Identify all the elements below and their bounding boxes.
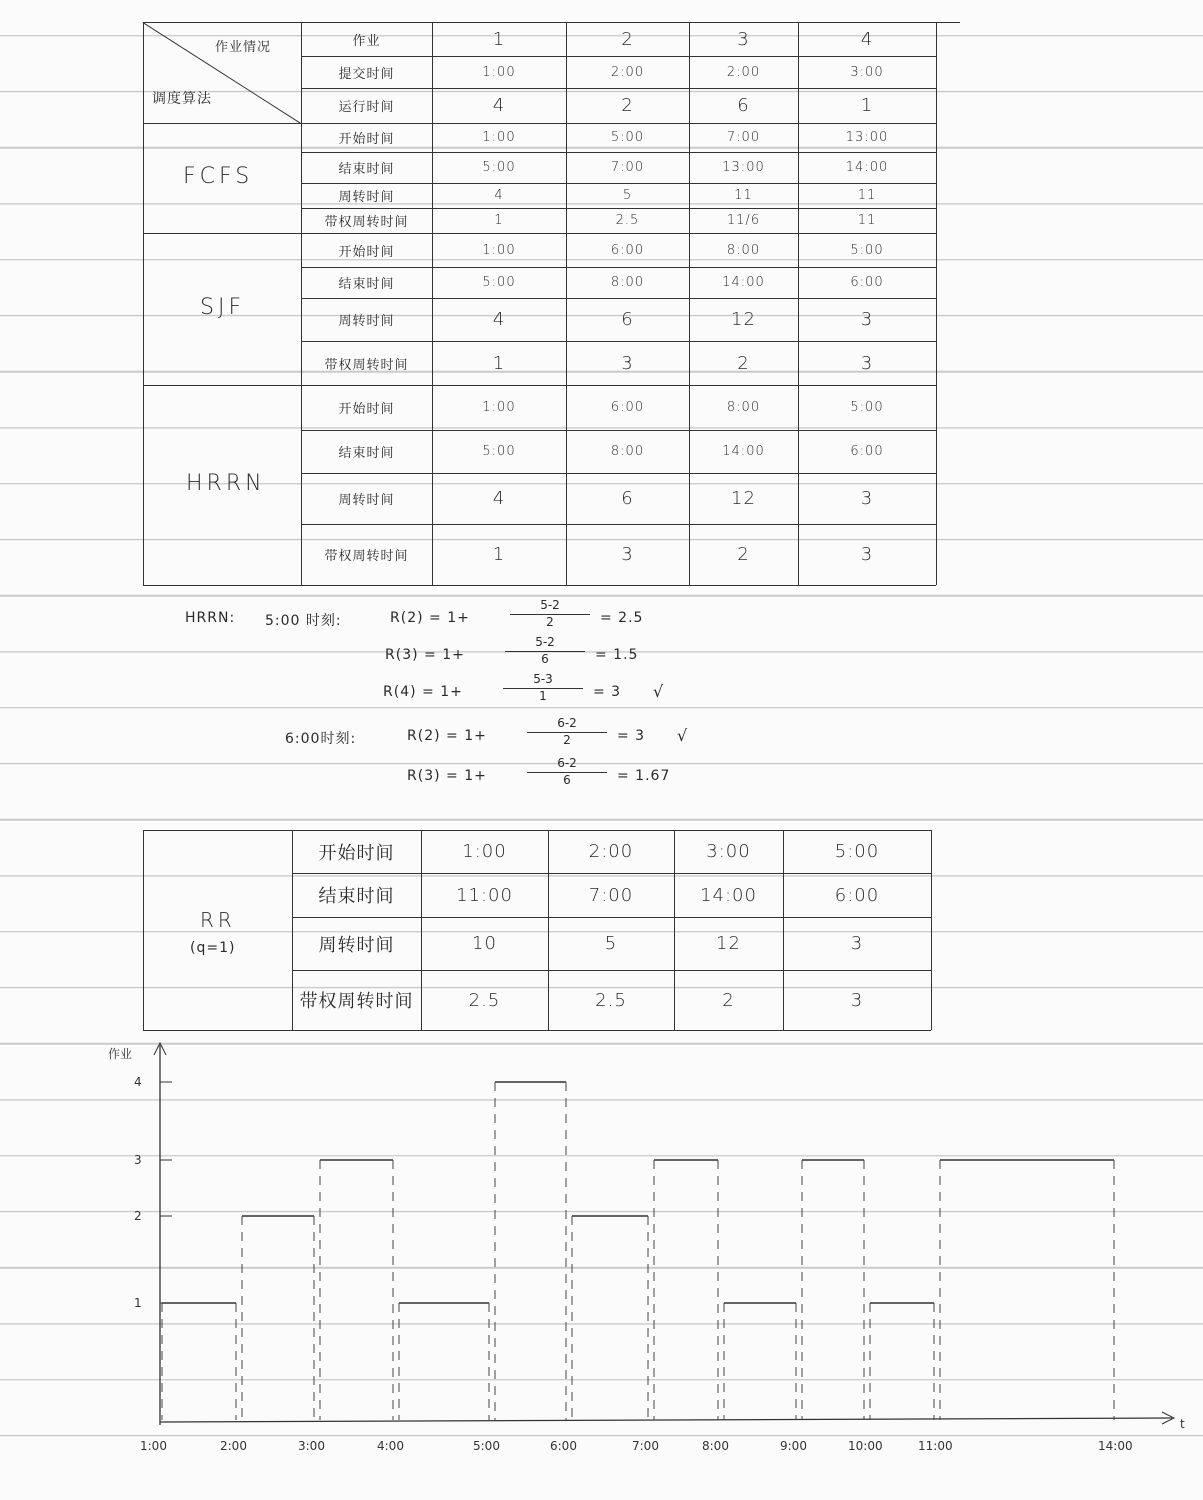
cell-value: 7:00 bbox=[726, 130, 761, 145]
row-label: 结束时间 bbox=[338, 277, 395, 292]
y-axis-label: 作业 bbox=[108, 1047, 133, 1061]
cell-value: 12 bbox=[731, 488, 756, 509]
y-tick-label: 2 bbox=[134, 1209, 142, 1223]
cell-value: 2 bbox=[722, 989, 735, 1011]
row-label: 带权周转时间 bbox=[299, 991, 414, 1012]
cell-value: 8:00 bbox=[726, 242, 761, 258]
cell-value: 3 bbox=[621, 352, 634, 374]
cell-value: 1:00 bbox=[482, 64, 516, 80]
cell-value: 2.5 bbox=[615, 213, 640, 228]
x-tick-label: 5:00 bbox=[473, 1439, 500, 1453]
cell-value: 8:00 bbox=[610, 444, 645, 459]
x-tick-label: 8:00 bbox=[702, 1439, 729, 1453]
cell-value: 5:00 bbox=[850, 400, 884, 415]
cell-value: 2 bbox=[737, 352, 750, 374]
fraction-den: 6 bbox=[505, 651, 585, 666]
cell-value: 1:00 bbox=[462, 841, 507, 862]
cell-value: 6:00 bbox=[610, 400, 645, 415]
row-label: 周转时间 bbox=[338, 493, 395, 508]
ratio-result: = 1.67 bbox=[617, 768, 671, 784]
x-tick-label: 7:00 bbox=[632, 1439, 659, 1453]
row-label: 运行时间 bbox=[338, 100, 395, 115]
row-label: 周转时间 bbox=[318, 934, 395, 956]
cell-value: 2:00 bbox=[610, 64, 645, 80]
cell-value: 5:00 bbox=[610, 130, 645, 145]
row-label: 开始时间 bbox=[318, 842, 395, 864]
cell-value: 1 bbox=[494, 213, 504, 228]
cell-value: 14:00 bbox=[845, 160, 889, 175]
row-label: 开始时间 bbox=[338, 132, 395, 147]
cell-value: 6:00 bbox=[850, 444, 884, 459]
ratio-result: = 3 bbox=[593, 684, 622, 700]
x-tick-label: 14:00 bbox=[1098, 1439, 1133, 1453]
algorithm-label: SJF bbox=[200, 295, 246, 320]
cell-value: 2:00 bbox=[588, 841, 634, 862]
cell-value: 3 bbox=[860, 488, 874, 509]
cell-value: 3 bbox=[860, 352, 874, 374]
corner-bottom-label: 调度算法 bbox=[152, 91, 212, 107]
rr-gantt-chart bbox=[0, 1030, 1203, 1500]
cell-value: 1:00 bbox=[482, 242, 516, 258]
cell-value: 11:00 bbox=[456, 884, 513, 906]
row-label: 周转时间 bbox=[338, 314, 395, 329]
row-label: 开始时间 bbox=[338, 244, 395, 260]
cell-value: 5:00 bbox=[850, 242, 884, 258]
cell-value: 1 bbox=[860, 95, 874, 116]
algorithm-label: HRRN bbox=[186, 471, 266, 496]
cell-value: 3 bbox=[850, 989, 864, 1011]
cell-value: 14:00 bbox=[722, 275, 765, 290]
ratio-lhs: R(3) = 1+ bbox=[407, 768, 487, 784]
check-mark: √ bbox=[677, 726, 689, 745]
ratio-fraction bbox=[527, 756, 607, 789]
row-label: 带权周转时间 bbox=[324, 549, 409, 564]
cell-value: 6 bbox=[737, 95, 750, 116]
row-label: 结束时间 bbox=[338, 162, 395, 177]
x-tick-label: 11:00 bbox=[918, 1439, 953, 1453]
cell-value: 10 bbox=[472, 933, 497, 954]
cell-value: 5 bbox=[604, 933, 618, 954]
x-tick-label: 3:00 bbox=[298, 1439, 325, 1453]
cell-value: 3 bbox=[850, 933, 864, 954]
row-label: 开始时间 bbox=[338, 402, 395, 417]
cell-value: 3 bbox=[737, 28, 750, 50]
cell-value: 14:00 bbox=[722, 444, 765, 459]
cell-value: 1:00 bbox=[482, 130, 516, 145]
cell-value: 5:00 bbox=[834, 841, 880, 862]
cell-value: 2 bbox=[621, 28, 634, 50]
cell-value: 2 bbox=[621, 95, 634, 116]
x-tick-label: 6:00 bbox=[550, 1439, 577, 1453]
cell-value: 3:00 bbox=[706, 841, 751, 862]
x-tick-label: 2:00 bbox=[220, 1439, 247, 1453]
check-mark: √ bbox=[653, 682, 665, 701]
row-label: 结束时间 bbox=[338, 446, 395, 461]
cell-value: 1 bbox=[492, 352, 506, 374]
row-label: 带权周转时间 bbox=[324, 215, 409, 230]
fraction-num: 5-3 bbox=[533, 672, 553, 686]
ratio-fraction bbox=[503, 672, 583, 705]
table-rule bbox=[936, 22, 937, 585]
cell-value: 6:00 bbox=[850, 275, 884, 290]
rr-label: RR bbox=[200, 908, 236, 932]
cell-value: 2.5 bbox=[468, 989, 501, 1011]
cell-value: 7:00 bbox=[610, 160, 645, 175]
cell-value: 7:00 bbox=[588, 884, 634, 906]
fraction-num: 5-2 bbox=[535, 635, 555, 649]
row-label: 结束时间 bbox=[318, 886, 395, 907]
cell-value: 2 bbox=[737, 544, 750, 565]
ratio-fraction bbox=[527, 716, 607, 749]
table-rule bbox=[143, 830, 144, 1030]
ratio-result: = 3 bbox=[617, 728, 646, 744]
ratio-result: = 2.5 bbox=[600, 610, 644, 626]
cell-value: 8:00 bbox=[726, 400, 761, 415]
x-tick-label: 1:00 bbox=[140, 1439, 167, 1453]
cell-value: 5:00 bbox=[482, 160, 516, 175]
cell-value: 3 bbox=[860, 309, 874, 330]
table-rule bbox=[143, 22, 144, 585]
cell-value: 8:00 bbox=[610, 275, 645, 290]
ratio-lhs: R(2) = 1+ bbox=[407, 728, 487, 744]
cell-value: 3 bbox=[860, 544, 874, 565]
ratio-lhs: R(3) = 1+ bbox=[385, 647, 465, 663]
ratio-fraction bbox=[505, 635, 585, 668]
table-rule bbox=[143, 585, 936, 586]
cell-value: 13:00 bbox=[845, 130, 889, 145]
cell-value: 2:00 bbox=[726, 64, 761, 80]
calc-time-6: 6:00时刻: bbox=[285, 731, 357, 747]
x-tick-label: 4:00 bbox=[377, 1439, 404, 1453]
cell-value: 3:00 bbox=[850, 64, 884, 80]
ratio-lhs: R(2) = 1+ bbox=[390, 610, 470, 626]
cell-value: 12 bbox=[716, 933, 741, 954]
cell-value: 6:00 bbox=[610, 242, 645, 258]
row-label: 周转时间 bbox=[338, 190, 395, 205]
fraction-den: 2 bbox=[510, 614, 590, 629]
row-label: 提交时间 bbox=[338, 66, 395, 82]
ratio-lhs: R(4) = 1+ bbox=[383, 684, 463, 700]
fraction-num: 5-2 bbox=[540, 598, 560, 612]
cell-value: 6:00 bbox=[834, 884, 880, 906]
cell-value: 11 bbox=[857, 213, 877, 228]
rr-quantum: (q=1) bbox=[190, 940, 236, 956]
cell-value: 1:00 bbox=[482, 400, 516, 415]
cell-value: 11/6 bbox=[726, 213, 761, 228]
cell-value: 5:00 bbox=[482, 275, 516, 290]
calc-title: HRRN: bbox=[185, 610, 236, 626]
row-label: 带权周转时间 bbox=[324, 357, 409, 373]
corner-top-label: 作业情况 bbox=[215, 40, 272, 55]
cell-value: 2.5 bbox=[595, 989, 627, 1011]
cell-value: 5:00 bbox=[482, 444, 516, 459]
cell-value: 3 bbox=[621, 544, 634, 565]
cell-value: 5 bbox=[622, 188, 633, 203]
x-axis-label: t bbox=[1180, 1417, 1185, 1431]
x-tick-label: 10:00 bbox=[848, 1439, 883, 1453]
cell-value: 4 bbox=[492, 488, 506, 509]
fraction-den: 1 bbox=[503, 688, 583, 703]
cell-value: 4 bbox=[860, 28, 874, 50]
cell-value: 14:00 bbox=[700, 884, 757, 906]
ratio-result: = 1.5 bbox=[595, 647, 639, 663]
cell-value: 11 bbox=[857, 188, 877, 203]
cell-value: 1 bbox=[492, 544, 506, 565]
cell-value: 11 bbox=[734, 188, 753, 203]
ratio-fraction bbox=[510, 598, 590, 631]
cell-value: 12 bbox=[731, 309, 756, 330]
algorithm-label: FCFS bbox=[183, 164, 254, 189]
y-tick-label: 3 bbox=[134, 1153, 142, 1167]
cell-value: 6 bbox=[621, 488, 634, 509]
y-tick-label: 4 bbox=[134, 1075, 142, 1089]
cell-value: 13:00 bbox=[722, 160, 765, 175]
x-axis bbox=[160, 1418, 1172, 1422]
cell-value: 4 bbox=[492, 95, 506, 116]
cell-value: 1 bbox=[492, 28, 506, 50]
cell-value: 4 bbox=[492, 309, 506, 330]
calc-time-5: 5:00 时刻: bbox=[265, 613, 342, 629]
row-label: 作业 bbox=[352, 33, 381, 49]
cell-value: 4 bbox=[494, 188, 504, 203]
x-tick-label: 9:00 bbox=[780, 1439, 807, 1453]
table-rule bbox=[931, 830, 932, 1030]
cell-value: 6 bbox=[621, 309, 634, 330]
y-tick-label: 1 bbox=[134, 1296, 142, 1310]
fraction-den: 2 bbox=[527, 732, 607, 747]
fraction-den: 6 bbox=[527, 772, 607, 787]
fraction-num: 6-2 bbox=[557, 756, 577, 770]
fraction-num: 6-2 bbox=[557, 716, 577, 730]
